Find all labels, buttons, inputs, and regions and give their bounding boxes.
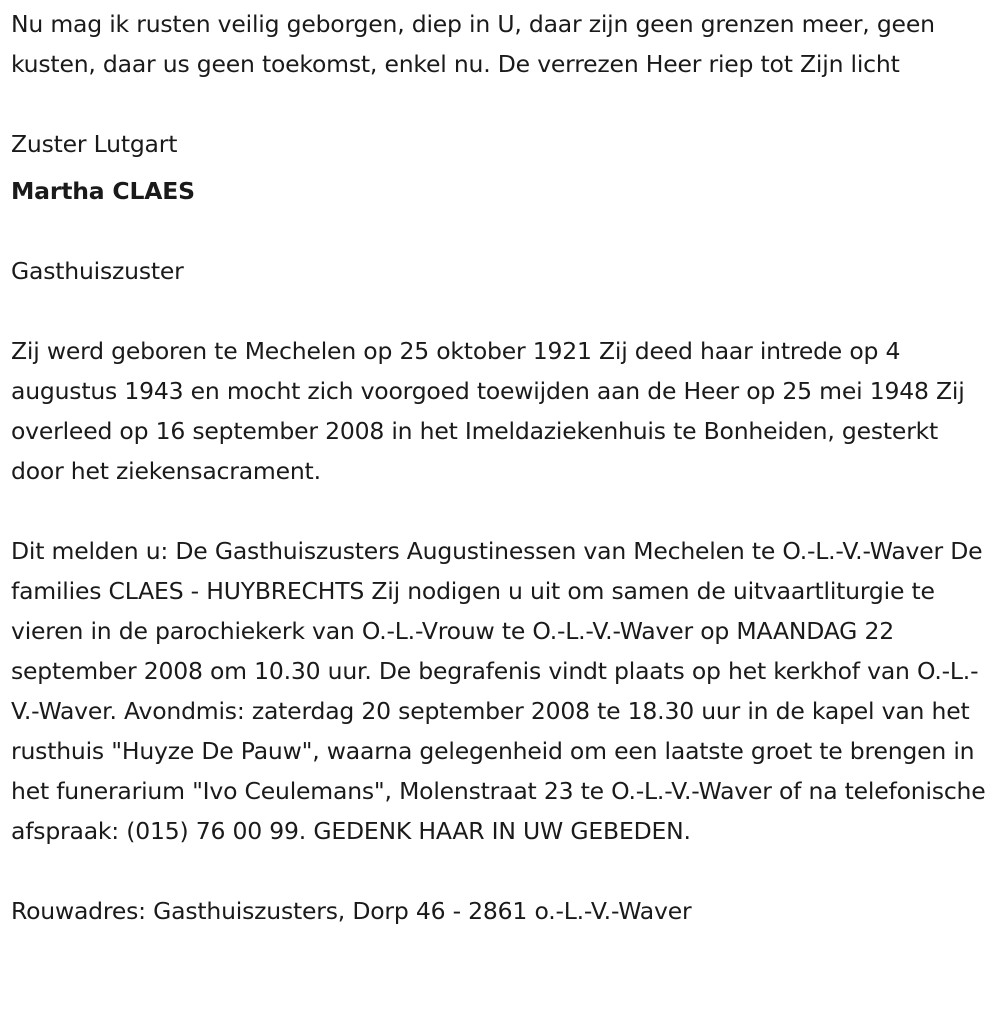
obituary-notice bbox=[11, 4, 996, 931]
biography-text: Zij werd geboren te Mechelen op 25 oktober 1921 Zij deed haar intrede op 4 augustus 1943 en mocht zich voorgoed toewijden aan de Heer op 25 mei 1948 Zij overleed op 16 september 2008 in het Imeldaziekenhuis te Bonheiden, gesterkt door het ziekensacrament. bbox=[11, 337, 965, 485]
religious-name: Zuster Lutgart bbox=[11, 130, 178, 158]
deceased-name: Martha CLAES bbox=[11, 177, 195, 205]
announcement-text: Dit melden u: De Gasthuiszusters Augustinessen van Mechelen te O.-L.-V.-Waver De families CLAES - HUYBRECHTS Zij nodigen u uit om samen de uitvaartliturgie te vieren in de parochiekerk van O.-L.-Vrouw te O.-L.-V.-Waver op MAANDAG 22 september 2008 om 10.30 uur. De begrafenis vindt plaats op het kerkhof van O.-L.-V.-Waver. Avondmis: zaterdag 20 september 2008 te 18.30 uur in de kapel van het rusthuis "Huyze De Pauw", waarna gelegenheid om een laatste groet te brengen in het funerarium "Ivo Ceulemans", Molenstraat 23 te O.-L.-V.-Waver of na telefonische afspraak: (015) 76 00 99. GEDENK HAAR IN UW GEBEDEN. bbox=[11, 537, 986, 845]
verse-text: Nu mag ik rusten veilig geborgen, diep in U, daar zijn geen grenzen meer, geen kusten, daar us geen toekomst, enkel nu. De verrezen Heer riep tot Zijn licht bbox=[11, 10, 935, 78]
role-text: Gasthuiszuster bbox=[11, 257, 184, 285]
mourning-address: Rouwadres: Gasthuiszusters, Dorp 46 - 2861 o.-L.-V.-Waver bbox=[11, 897, 692, 925]
